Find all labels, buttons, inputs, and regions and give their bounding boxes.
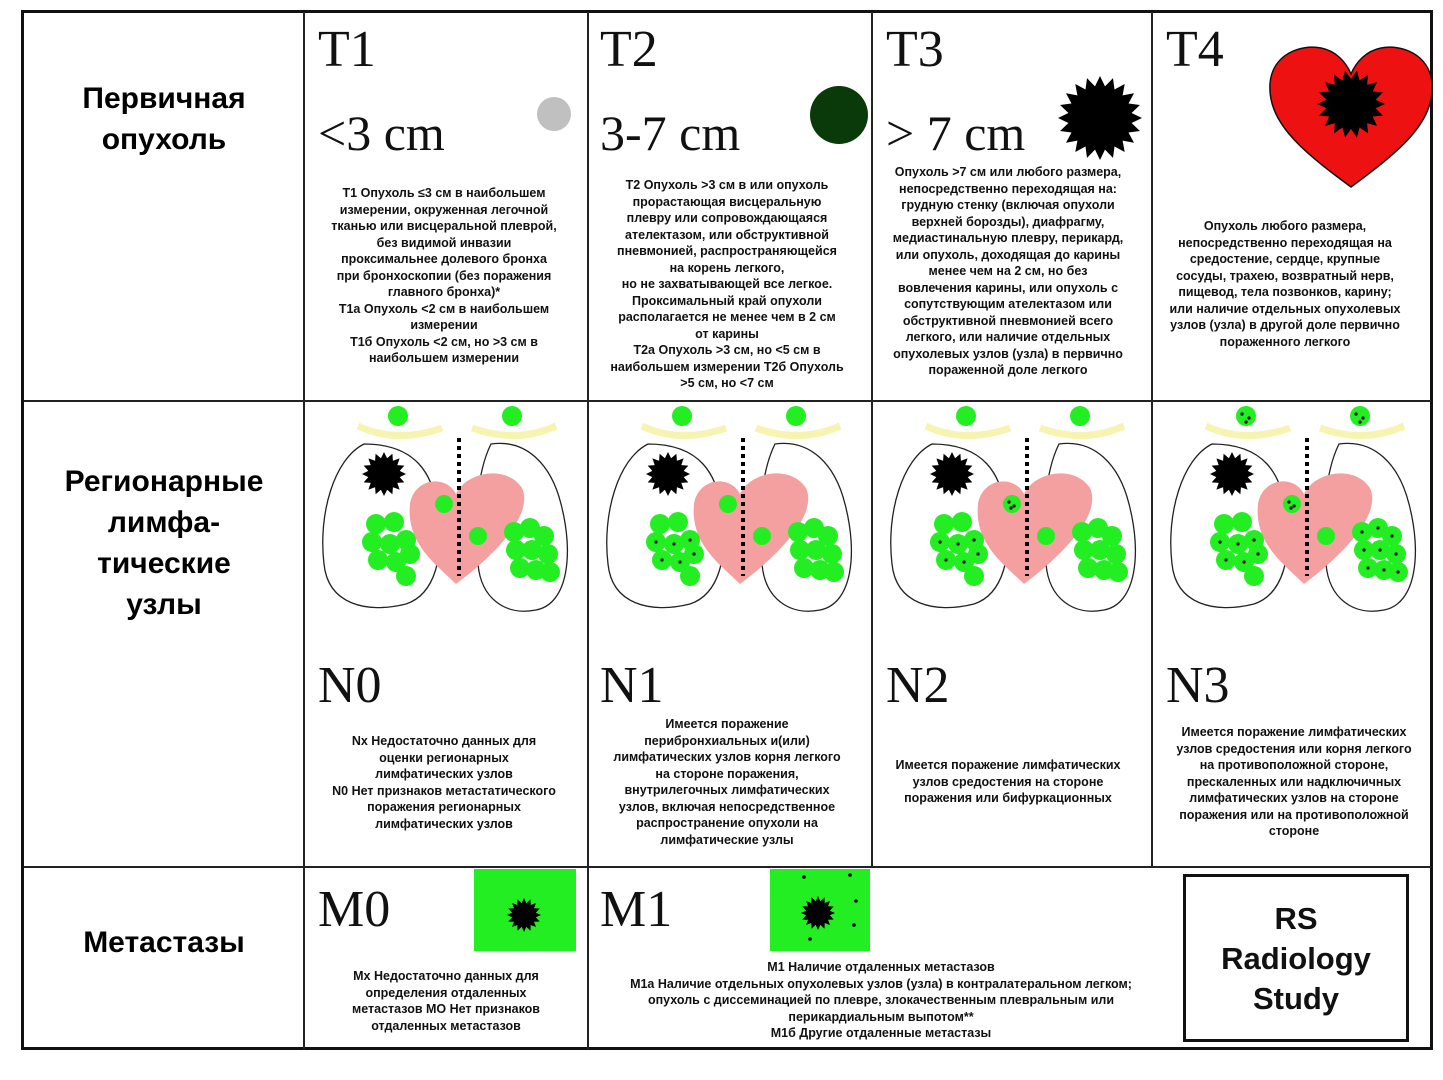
n1-code: N1 bbox=[600, 657, 664, 714]
hilar-node bbox=[680, 566, 700, 586]
contralateral-node bbox=[538, 544, 558, 564]
n1-lung-diagram bbox=[590, 404, 870, 660]
t3-description: Опухоль >7 см или любого размера, непосредственно переходящая на: грудную стенку (включая опухоли верхней борозды), диафрагму, медиастинальную плевру, перикард, или опухоль, доходящая до карины менее чем на 2 см, но без вовлечения карины, или опухоль с сопутствующим ателектазом или обструктивной пневмонией всего легкого, или наличие отдельных опухолевых узлов (узла) в первично пораженной доле легкого bbox=[892, 165, 1124, 377]
t2-code: T2 bbox=[600, 21, 658, 78]
tumor bbox=[1210, 452, 1254, 496]
mediastinal-node bbox=[1003, 495, 1021, 513]
supraclavicular-node bbox=[956, 406, 976, 426]
t4-heart-tumor-icon bbox=[1266, 42, 1436, 190]
t3-size: > 7 cm bbox=[886, 105, 1026, 161]
hilar-node bbox=[1244, 566, 1264, 586]
hilar-node bbox=[1232, 512, 1252, 532]
supraclavicular-node bbox=[786, 406, 806, 426]
logo-line-3: Study bbox=[1252, 981, 1340, 1016]
collar bbox=[1206, 426, 1290, 436]
m1-code: M1 bbox=[600, 881, 673, 938]
supraclavicular-node bbox=[388, 406, 408, 426]
hilar-node bbox=[650, 514, 670, 534]
hilar-node bbox=[400, 544, 420, 564]
n0-code: N0 bbox=[318, 657, 382, 714]
rs-radiology-study-logo bbox=[1183, 874, 1409, 1042]
m0-description: Mx Недостаточно данных для определения отдаленных метастазов MO Нет признаков отдаленных метастазов bbox=[352, 969, 540, 1033]
row-label-regional-nodes: Регионарные лимфа- тические узлы bbox=[64, 465, 264, 621]
t3-code: T3 bbox=[886, 21, 944, 78]
n3-description: Имеется поражение лимфатических узлов средостения или корня легкого на противоположной стороне, прескаленных или надключичных лимфатических узлов на стороне поражения или на противоположной стороне bbox=[1176, 725, 1412, 838]
t1-marker-icon bbox=[534, 94, 574, 134]
hilar-node bbox=[384, 512, 404, 532]
collar bbox=[926, 426, 1010, 436]
column-divider bbox=[587, 12, 589, 1049]
mediastinal-node bbox=[435, 495, 453, 513]
collar bbox=[472, 426, 556, 436]
supraclavicular-node bbox=[672, 406, 692, 426]
t1-code: T1 bbox=[318, 21, 376, 78]
hilar-node bbox=[396, 566, 416, 586]
collar bbox=[756, 426, 840, 436]
tumor bbox=[362, 452, 406, 496]
tumor bbox=[646, 452, 690, 496]
logo-line-2: Radiology bbox=[1221, 941, 1371, 976]
collar bbox=[1040, 426, 1124, 436]
hilar-node bbox=[934, 514, 954, 534]
hilar-node bbox=[668, 512, 688, 532]
n3-lung-diagram bbox=[1154, 404, 1430, 660]
m1-marker-icon bbox=[770, 869, 870, 951]
row-divider bbox=[24, 866, 1431, 868]
t4-code: T4 bbox=[1166, 21, 1224, 78]
column-divider bbox=[1151, 12, 1153, 867]
contralateral-node bbox=[1106, 544, 1126, 564]
collar bbox=[1320, 426, 1404, 436]
n2-code: N2 bbox=[886, 657, 950, 714]
collar bbox=[358, 426, 442, 436]
m0-code: M0 bbox=[318, 881, 391, 938]
t1-description: T1 Опухоль ≤3 см в наибольшем измерении, окруженная легочной тканью или висцеральной плеврой, без видимой инвазии проксимальнее долевого бронха при бронхоскопии (без поражения главного бронха)* T1a Опухоль <2 см в наибольшем измерении T1б Опухоль <2 см, но >3 см в наибольшем измерении bbox=[331, 186, 557, 365]
hilar-node bbox=[964, 566, 984, 586]
n0-description: Nx Недостаточно данных для оценки регионарных лимфатических узлов N0 Нет признаков метастатического поражения регионарных лимфатических узлов bbox=[332, 734, 556, 831]
collar bbox=[642, 426, 726, 436]
m1-description: M1 Наличие отдаленных метастазов M1a Наличие отдельных опухолевых узлов (узла) в контралатеральном легком; опухоль с диссеминацией по плевре, злокачественным плевральным или перикардиальным выпотом** M1б Другие отдаленные метастазы bbox=[630, 960, 1132, 1040]
hilar-node bbox=[1214, 514, 1234, 534]
contralateral-node bbox=[824, 562, 844, 582]
logo-line-1: RS bbox=[1274, 901, 1318, 936]
mediastinal-node bbox=[719, 495, 737, 513]
row-label-primary-tumor: Первичная опухоль bbox=[82, 82, 246, 156]
t2-marker-icon bbox=[806, 82, 872, 148]
row-label-metastases: Метастазы bbox=[83, 926, 245, 959]
n0-lung-diagram bbox=[306, 404, 586, 660]
mediastinal-node bbox=[1037, 527, 1055, 545]
t2-size: 3-7 cm bbox=[600, 105, 741, 161]
n2-description: Имеется поражение лимфатических узлов средостения на стороне поражения или бифуркационных bbox=[895, 758, 1121, 805]
supraclavicular-node bbox=[1070, 406, 1090, 426]
hilar-node bbox=[362, 532, 382, 552]
row-divider bbox=[24, 400, 1431, 402]
supraclavicular-node bbox=[502, 406, 522, 426]
contralateral-node bbox=[540, 562, 560, 582]
n3-code: N3 bbox=[1166, 657, 1230, 714]
tumor bbox=[930, 452, 974, 496]
n1-description: Имеется поражение перибронхиальных и(или) лимфатических узлов корня легкого на стороне поражения, внутрилегочных лимфатических узлов, включая непосредственное распространение опухоли на лимфатические узлы bbox=[613, 717, 841, 847]
t1-size: <3 cm bbox=[318, 105, 445, 161]
contralateral-node bbox=[1108, 562, 1128, 582]
t3-spiky-tumor-icon bbox=[1052, 70, 1148, 166]
mediastinal-node bbox=[1317, 527, 1335, 545]
hilar-node bbox=[952, 512, 972, 532]
hilar-node bbox=[368, 550, 388, 570]
contralateral-node bbox=[822, 544, 842, 564]
t4-description: Опухоль любого размера, непосредственно переходящая на средостение, сердце, крупные сосуды, трахею, возвратный нерв, пищевод, тела позвонков, карину; или наличие отдельных опухолевых узлов (узла) в другой доле первично пораженного легкого bbox=[1169, 219, 1401, 349]
mediastinal-node bbox=[753, 527, 771, 545]
mediastinal-node bbox=[1283, 495, 1301, 513]
mediastinal-node bbox=[469, 527, 487, 545]
m0-marker-icon bbox=[474, 869, 576, 951]
t2-description: T2 Опухоль >3 см в или опухоль прорастающая висцеральную плевру или сопровождающаяся ателектазом, или обструктивной пневмонией, распространяющейся на корень легкого, но не захватывающей все легкое. Проксимальный край опухоли располагается не менее чем в 2 см от карины T2a Опухоль >3 см, но <5 см в наибольшем измерении T2б Опухоль >5 см, но <7 см bbox=[610, 178, 844, 390]
hilar-node bbox=[366, 514, 386, 534]
n2-lung-diagram bbox=[874, 404, 1150, 660]
